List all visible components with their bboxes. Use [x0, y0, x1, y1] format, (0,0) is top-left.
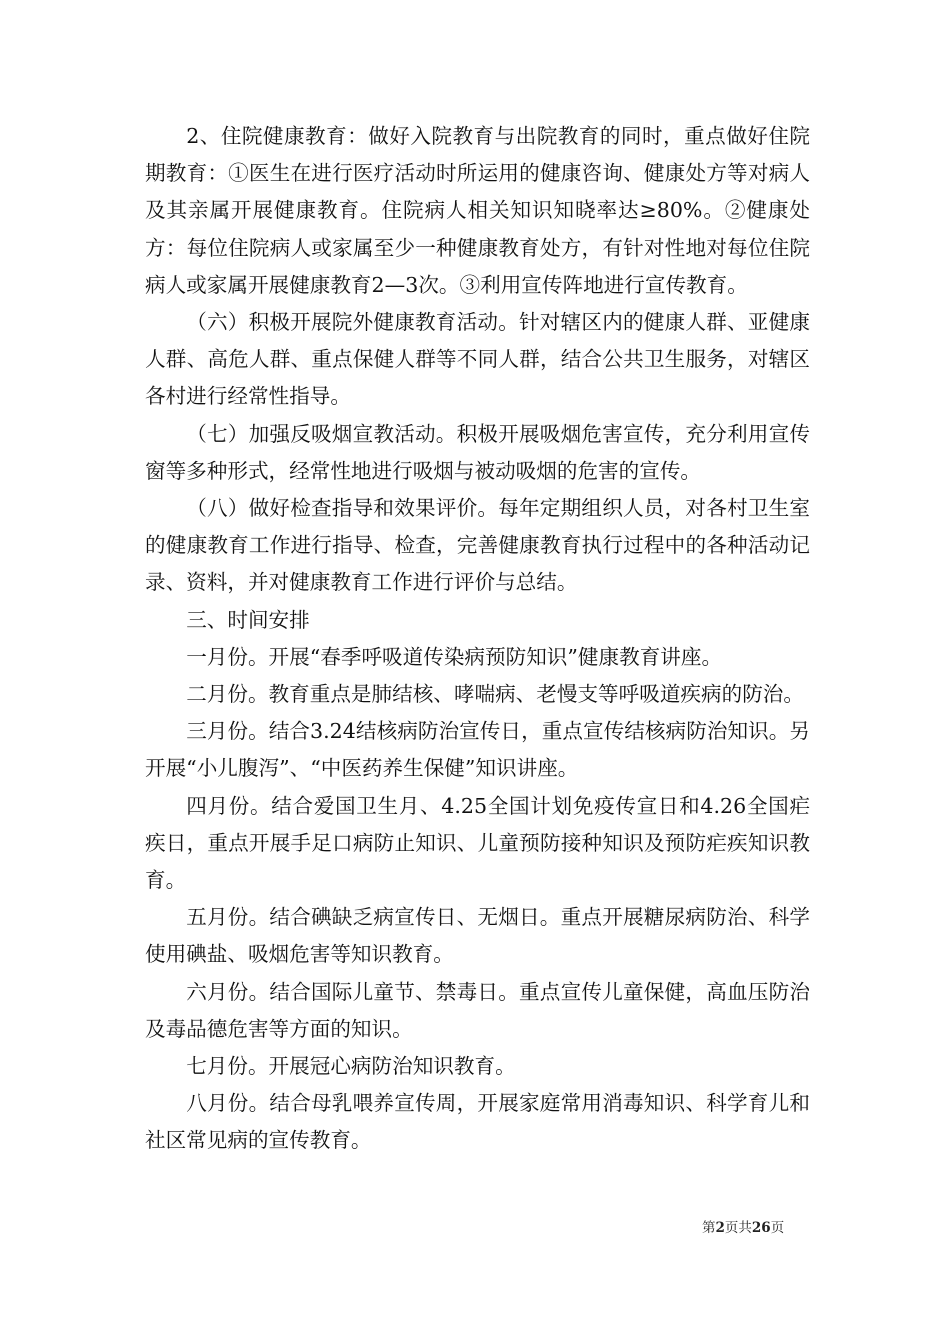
- paragraph-anti-smoking: （七）加强反吸烟宣教活动。积极开展吸烟危害宣传，充分利用宣传窗等多种形式，经常性地进行吸烟与被动吸烟的危害的宣传。: [145, 421, 810, 483]
- paragraph-june: 六月份。结合国际儿童节、禁毒日。重点宣传儿童保健，高血压防治及毒品德危害等方面的知识。: [145, 979, 810, 1041]
- paragraph-inpatient-education: 2、住院健康教育：做好入院教育与出院教育的同时，重点做好住院期教育：①医生在进行医疗活动时所运用的健康咨询、健康处方等对病人及其亲属开展健康教育。住院病人相关知识知晓率达≥80%。②健康处方：每位住院病人或家属至少一种健康教育处方，有针对性地对每位住院病人或家属开展健康教育2—3次。③利用宣传阵地进行宣传教育。: [145, 124, 810, 297]
- paragraph-inspection-evaluation: （八）做好检查指导和效果评价。每年定期组织人员，对各村卫生室的健康教育工作进行指导、检查，完善健康教育执行过程中的各种活动记录、资料，并对健康教育工作进行评价与总结。: [145, 496, 810, 595]
- paragraph-january: 一月份。开展“春季呼吸道传染病预防知识”健康教育讲座。: [186, 644, 723, 669]
- paragraph-march: 三月份。结合3.24结核病防治宣传日，重点宣传结核病防治知识。另开展“小儿腹泻”、“中医药养生保健”知识讲座。: [145, 719, 810, 781]
- paragraph-august: 八月份。结合母乳喂养宣传周，开展家庭常用消毒知识、科学育儿和社区常见病的宣传教育。: [145, 1091, 810, 1153]
- footer-suffix: 页: [770, 1220, 785, 1236]
- page-number-footer: [702, 1216, 784, 1236]
- footer-prefix: 第: [702, 1220, 716, 1236]
- footer-middle: 页共: [724, 1220, 752, 1236]
- paragraph-may: 五月份。结合碘缺乏病宣传日、无烟日。重点开展糖尿病防治、科学使用碘盐、吸烟危害等知识教育。: [145, 905, 810, 967]
- paragraph-july: 七月份。开展冠心病防治知识教育。: [186, 1054, 516, 1079]
- paragraph-april: 四月份。结合爱国卫生月、4.25全国计划免疫传宣日和4.26全国疟疾日，重点开展手足口病防止知识、儿童预防接种知识及预防疟疾知识教育。: [145, 793, 810, 893]
- current-page-number: 2: [715, 1220, 725, 1236]
- paragraph-outreach-education: （六）积极开展院外健康教育活动。针对辖区内的健康人群、亚健康人群、高危人群、重点保健人群等不同人群，结合公共卫生服务，对辖区各村进行经常性指导。: [145, 310, 810, 409]
- section-heading-schedule: 三、时间安排: [186, 607, 310, 632]
- paragraph-february: 二月份。教育重点是肺结核、哮喘病、老慢支等呼吸道疾病的防治。: [186, 682, 804, 707]
- total-page-count: 26: [751, 1220, 771, 1236]
- document-body: [145, 118, 810, 1160]
